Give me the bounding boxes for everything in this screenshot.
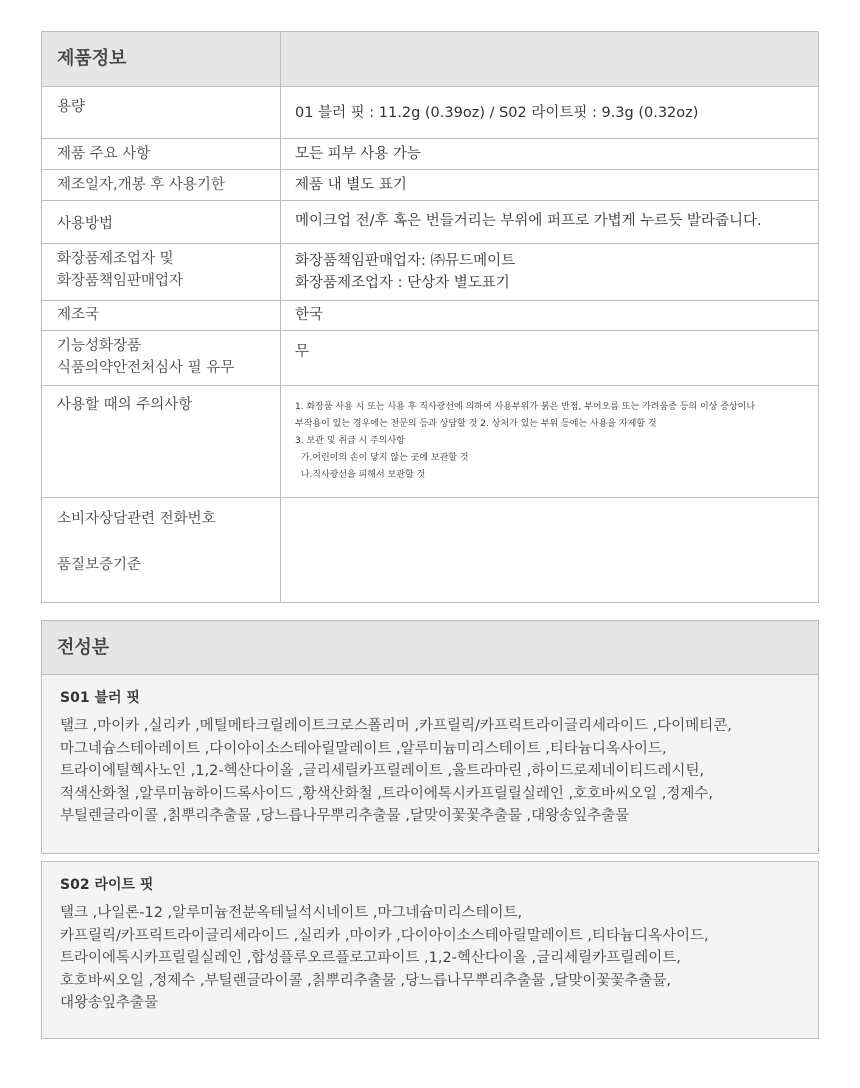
row-label-text: 사용방법 [57,216,114,232]
row-value [281,386,819,498]
row-value-text: 1. 화장품 사용 시 또는 사용 후 직사광선에 의하여 사용부위가 붉은 반점, 부어오름 또는 가려움증 등의 이상 증상이나 [295,402,756,412]
product-info-table [41,31,819,603]
row-manufacture-date [42,170,819,201]
ingredient-line: 마그네슘스테아레이트 ,다이아이소스테아릴말레이트 ,알루미늄미리스테이트 ,티타늄디옥사이드, [60,740,667,757]
row-precautions [42,386,819,498]
row-value [281,170,819,201]
row-label-text: 제조일자,개봉 후 사용기한 [57,177,225,193]
row-manufacturer [42,244,819,301]
row-capacity [42,87,819,139]
row-label [42,201,281,244]
ingredients-s01-list [60,715,802,828]
row-label [42,301,281,331]
ingredient-line: 트라이에톡시카프릴릴실레인 ,합성플루오르플로고파이트 ,1,2-헥산다이올 ,글리세릴카프릴레이트, [60,950,681,966]
row-value [281,301,819,331]
row-value-text: 한국 [295,307,324,323]
row-label-text: 제품 주요 사항 [57,146,151,162]
row-value [281,139,819,170]
ingredients-s01-block [42,675,818,853]
row-value-text: 모든 피부 사용 가능 [295,146,421,162]
row-value-text: 무 [295,344,310,360]
ingredients-s02-title: S02 라이트 핏 [60,877,154,893]
row-value-text: 01 블러 핏 : 11.2g (0.39oz) / S02 라이트핏 : 9.3g (0.32oz) [295,105,699,121]
ingredients-s01-title: S01 블러 핏 [60,690,140,706]
row-consumer-contact [42,498,819,603]
ingredient-line: 탤크 ,나일론-12 ,알루미늄전분옥테닐석시네이트 ,마그네슘미리스테이트, [60,905,523,921]
ingredients-s02-list [60,902,802,1015]
ingredients-s01-section [41,620,819,854]
row-label-text: 제조국 [57,307,100,323]
row-value [281,331,819,386]
row-label-text: 용량 [57,99,86,115]
row-value [281,87,819,139]
row-value-text: 가.어린이의 손이 닿지 않는 곳에 보관할 것 [295,453,469,463]
row-value [281,201,819,244]
ingredients-s02-section [41,861,819,1039]
ingredients-s02-block [42,862,818,1038]
row-label-text: 화장품제조업자 및 [57,251,174,267]
row-country [42,301,819,331]
row-value-text: 부작용이 있는 경우에는 전문의 등과 상담할 것 2. 상처가 있는 부위 등에는 사용을 자제할 것 [295,419,657,429]
row-functional [42,331,819,386]
row-label-text: 식품의약안전처심사 필 유무 [57,360,235,376]
row-value-text: 3. 보관 및 취급 시 주의사항 [295,436,405,446]
row-value-text: 나.직사광선을 피해서 보관할 것 [295,470,426,480]
product-info-header-blank [281,32,819,87]
row-label [42,170,281,201]
row-value [281,244,819,301]
row-label-text: 품질보증기준 [57,557,142,573]
row-label-text: 기능성화장품 [57,338,142,354]
ingredient-line: 탤크 ,마이카 ,실리카 ,메틸메타크릴레이트크로스폴리머 ,카프릴릭/카프릭트라이글리세라이드 ,다이메티콘, [60,718,732,734]
row-label [42,87,281,139]
product-info-header: 제품정보 [42,32,281,87]
row-value-text: 화장품제조업자 : 단상자 별도표기 [295,275,510,291]
ingredients-header: 전성분 [42,621,818,675]
row-label-text: 사용할 때의 주의사항 [57,397,193,413]
ingredient-line: 카프릴릭/카프릭트라이글리세라이드 ,실리카 ,마이카 ,다이아이소스테아릴말레이트 ,티타늄디옥사이드, [60,927,709,944]
row-label [42,139,281,170]
ingredient-line: 대왕송잎추출물 [60,995,159,1011]
row-label [42,331,281,386]
ingredient-line: 적색산화철 ,알루미늄하이드록사이드 ,황색산화철 ,트라이에톡시카프릴릴실레인 ,호호바씨오일 ,정제수, [60,785,713,802]
product-info-header-row [42,32,819,87]
row-value-text: 메이크업 전/후 혹은 번들거리는 부위에 퍼프로 가볍게 누르듯 발라줍니다. [295,213,762,229]
row-label [42,244,281,301]
row-label-text: 화장품책임판매업자 [57,273,184,289]
row-value [281,498,819,603]
row-value-text: 화장품책임판매업자: ㈜뮤드메이트 [295,253,516,269]
row-value-text: 제품 내 별도 표기 [295,177,407,193]
row-label [42,386,281,498]
row-usage [42,201,819,244]
ingredient-line: 부틸렌글라이콜 ,칡뿌리추출물 ,당느릅나무뿌리추출물 ,달맞이꽃꽃추출물 ,대왕송잎추출물 [60,808,630,824]
row-label [42,498,281,603]
row-main-notes [42,139,819,170]
ingredient-line: 호호바씨오일 ,정제수 ,부틸렌글라이콜 ,칡뿌리추출물 ,당느릅나무뿌리추출물 ,달맞이꽃꽃추출물, [60,972,671,989]
row-label-text: 소비자상담관련 전화번호 [57,511,216,527]
ingredient-line: 트라이에틸헥사노인 ,1,2-헥산다이올 ,글리세릴카프릴레이트 ,울트라마린 ,하이드로제네이티드레시틴, [60,763,705,779]
